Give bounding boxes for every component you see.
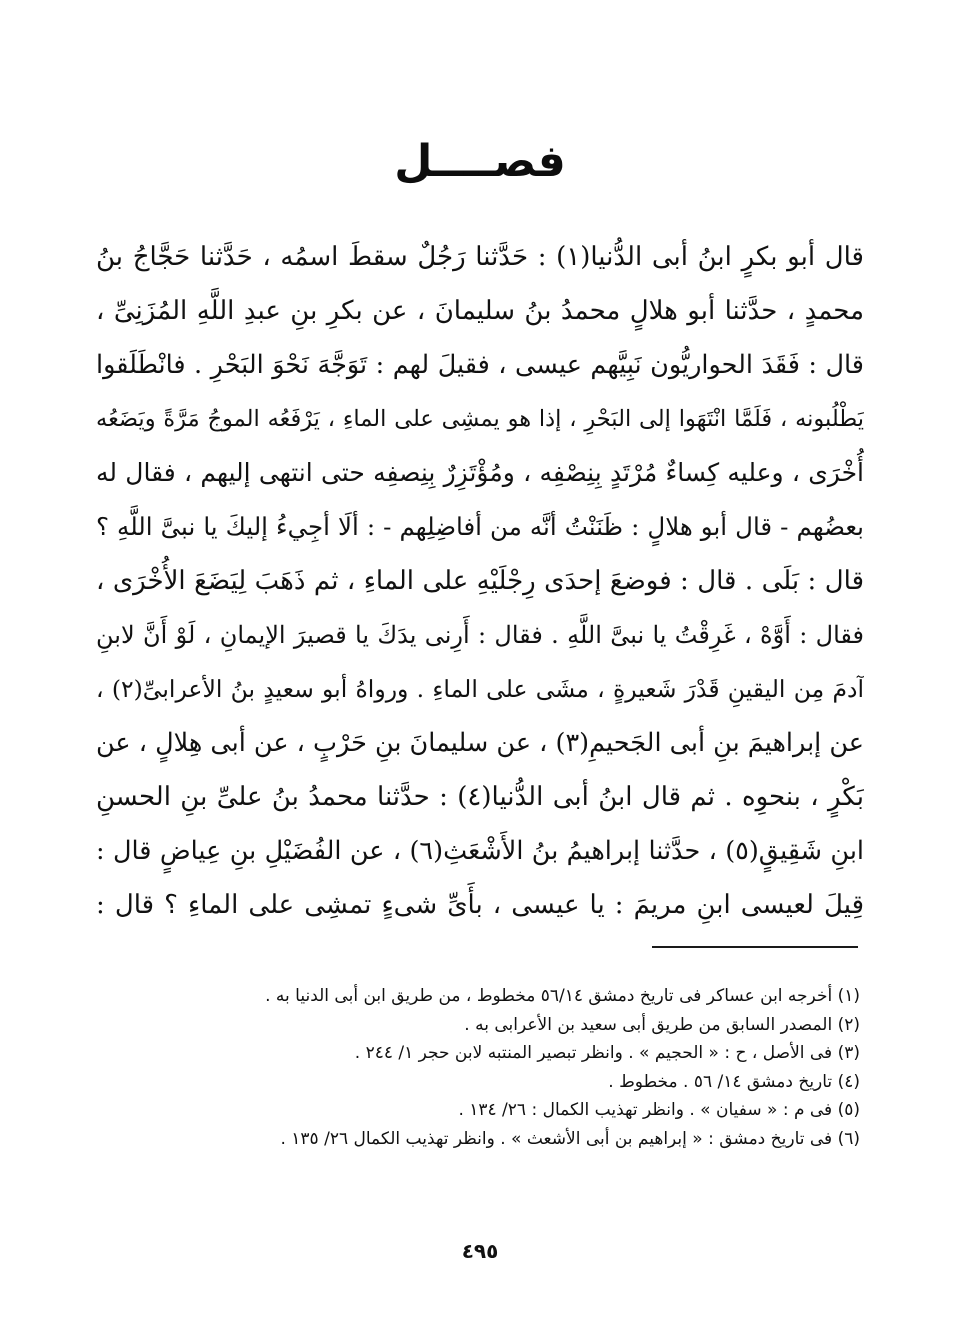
text-line: يَطْلُبونه ، فَلَمَّا انْتَهَوا إلى البَحْرِ ، إذا هو يمشِى على الماءِ ، يَرْفَعُه الموجُ مَرَّةً ويَضَعُه [96, 406, 864, 432]
text-line: عن إبراهيمَ بنِ أبى الجَحيمِ(٣) ، عن سليمانَ بنِ حَرْبٍ ، عن أبى هِلالٍ ، عن [96, 728, 864, 758]
text-line: فقال : أَوَّهْ ، غَرِقْتُ يا نبىَّ اللَّهِ . فقال : أَرِنى يدَكَ يا قصيرَ الإيمانِ ، لَوْ أَنَّ لابنِ [96, 621, 864, 649]
footnote-item: (٥) فى م : « سفيان » . وانظر تهذيب الكمال : ٢٦/ ١٣٤ . [458, 1100, 860, 1120]
footnote-item: (١) أخرجه ابن عساكر فى تاريخ دمشق ٥٦/١٤ مخطوط ، من طريق ابن أبى الدنيا به . [265, 986, 860, 1006]
text-line: بعضُهم - قال أبو هلالٍ : ظَنَنْتُ أنَّه من أفاضِلِهم - : ألَا أجِيءُ إليكَ يا نبىَّ اللَّهِ ؟ [96, 512, 864, 541]
main-text [96, 230, 864, 932]
text-line: قال : فَقَدَ الحواريُّون نَبِيَّهم عيسى ، فقيلَ لهم : تَوَجَّهَ نَحْوَ البَحْرِ . فانْطَلَقوا [96, 350, 864, 380]
page-number: ٤٩٥ [461, 1239, 499, 1263]
text-line: محمدٍ ، حدَّثنا أبو هلالٍ محمدُ بنُ سليمانَ ، عن بكرِ بنِ عبدِ اللَّهِ المُزَنِىِّ ، [96, 296, 864, 326]
text-line: قال : بَلَى . قال : فوضعَ إحدَى رِجْلَيْهِ على الماءِ ، ثم ذَهَبَ لِيَضَعَ الأُخْرَى ، [96, 566, 864, 596]
text-line: آدمَ مِن اليقينِ قَدْرَ شَعيرةٍ ، مشَى على الماءِ . ورواهُ أبو سعيدٍ بنُ الأعرابىِّ(٢) ، [96, 675, 864, 703]
footnotes [100, 982, 860, 1153]
footnote-item: (٣) فى الأصل ، ح : « الحجيم » . وانظر تبصير المنتبه لابن حجر ١/ ٢٤٤ . [354, 1043, 860, 1063]
text-line: ابنِ شَقِيقٍ(٥) ، حدَّثنا إبراهيمُ بنُ الأَشْعَثِ(٦) ، عن الفُضَيْلِ بنِ عِياضٍ قال : [96, 836, 864, 866]
footnote-item: (٦) فى تاريخ دمشق : « إبراهيم بن أبى الأشعث » . وانظر تهذيب الكمال ٢٦/ ١٣٥ . [280, 1128, 860, 1149]
section-heading: فصــــل [394, 136, 566, 187]
text-line: قِيلَ لعيسى ابنِ مريمَ : يا عيسى ، بأَىِّ شىءٍ تمشِى على الماءِ ؟ قال : [96, 890, 864, 920]
footnote-item: (٢) المصدر السابق من طريق أبى سعيد بن الأعرابى به . [464, 1014, 860, 1035]
footnote-divider [652, 946, 858, 948]
text-line: بَكْرٍ ، بنحوِه . ثم قال ابنُ أبى الدُّنيا(٤) : حدَّثنا محمدُ بنُ علىِّ بنِ الحسنِ [96, 782, 864, 812]
text-line: قال أبو بكرٍ ابنُ أبى الدُّنيا(١) : حَدَّثنا رَجُلٌ سقطَ اسمُه ، حَدَّثنا حَجَّاجُ بنُ [96, 242, 864, 272]
text-line: أُخْرَى ، وعليه كِساءٌ مُرْتَدٍ بِنِصْفِه ، ومُؤْتَزِرٌ بِنِصفِه حتى انتهى إليهم ، فقال له [96, 458, 864, 487]
footnote-item: (٤) تاريخ دمشق ١٤/ ٥٦ . مخطوط . [608, 1071, 860, 1092]
